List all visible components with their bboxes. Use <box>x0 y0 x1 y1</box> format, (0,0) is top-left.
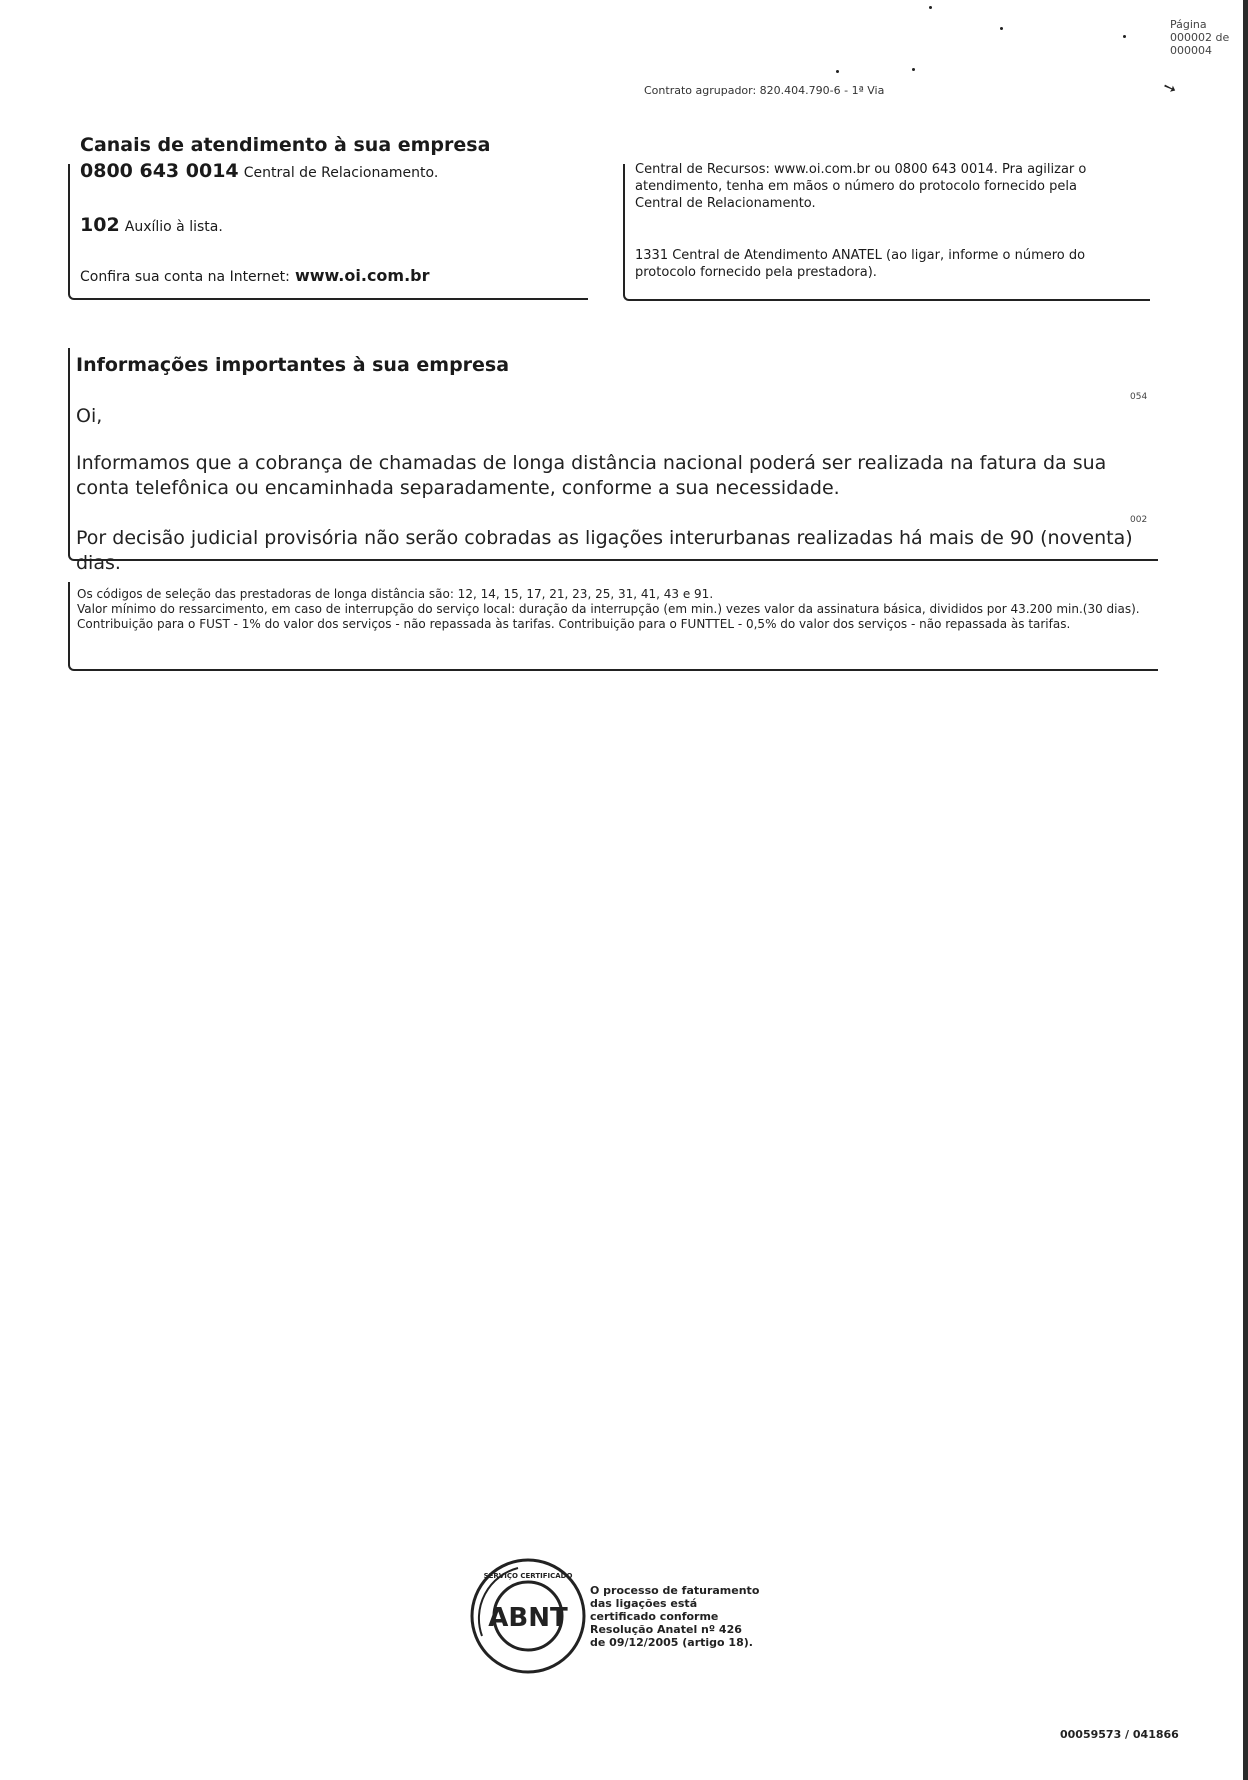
resources-text: Central de Recursos: www.oi.com.br ou 0800 643 0014. Pra agilizar o atendimento, tenha em mãos o número do protocolo fornecido pela Central de Relacionamento. <box>635 162 1087 211</box>
list-desc: Auxílio à lista. <box>124 219 223 235</box>
list-number: 102 <box>80 214 120 236</box>
list-line <box>80 214 223 236</box>
scan-mark <box>929 6 932 9</box>
page-current: 000002 de <box>1170 31 1230 44</box>
page-total: 000004 <box>1170 44 1212 57</box>
channels-title: Canais de atendimento à sua empresa <box>80 134 491 156</box>
info-code-1: 054 <box>1130 392 1148 402</box>
scan-arrow-mark: ➘ <box>1160 76 1180 99</box>
abnt-seal <box>468 1556 588 1676</box>
scan-mark <box>1000 27 1003 30</box>
abnt-seal-icon <box>468 1556 588 1676</box>
phone-line <box>80 160 438 182</box>
notes <box>77 587 1152 632</box>
document-id: 00059573 / 041866 <box>1060 1728 1179 1741</box>
page-indicator <box>1170 18 1248 57</box>
note-line-2: Valor mínimo do ressarcimento, em caso de interrupção do serviço local: duração da interrupção (em min.) vezes valor da assinatura básica, divididos por 43.200 min.(30 dias). <box>77 602 1140 616</box>
internet-link[interactable]: www.oi.com.br <box>294 266 430 285</box>
info-title: Informações importantes à sua empresa <box>76 354 510 376</box>
info-paragraph-2: Por decisão judicial provisória não serão cobradas as ligações interurbanas realizadas há mais de 90 (noventa) dias. <box>76 527 1133 574</box>
note-line-1: Os códigos de seleção das prestadoras de longa distância são: 12, 14, 15, 17, 21, 23, 25, 31, 41, 43 e 91. <box>77 587 714 601</box>
internet-line <box>80 266 430 285</box>
anatel-text: 1331 Central de Atendimento ANATEL (ao ligar, informe o número do protocolo fornecido pela prestadora). <box>635 248 1086 280</box>
seal-ring-text: SERVIÇO CERTIFICADO <box>483 1572 573 1580</box>
info-greeting: Oi, <box>76 405 103 427</box>
info-paragraph-1: Informamos que a cobrança de chamadas de longa distância nacional poderá ser realizada na fatura da sua conta telefônica ou encaminhada separadamente, conforme a sua necessidade. <box>76 452 1107 499</box>
page-label: Página <box>1170 18 1207 31</box>
phone-number: 0800 643 0014 <box>80 160 239 182</box>
phone-desc: Central de Relacionamento. <box>243 165 439 181</box>
info-code-2: 002 <box>1130 515 1148 525</box>
note-line-3: Contribuição para o FUST - 1% do valor dos serviços - não repassada às tarifas. Contribuição para o FUNTTEL - 0,5% do valor dos serviços - não repassada às tarifas. <box>77 617 1071 631</box>
seal-abbrev: ABNT <box>488 1603 568 1633</box>
scan-edge <box>1243 0 1248 1780</box>
contract-number: Contrato agrupador: 820.404.790-6 - 1ª Via <box>644 84 885 97</box>
scan-mark <box>1123 35 1126 38</box>
scan-mark <box>836 70 839 73</box>
scan-mark <box>912 68 915 71</box>
certification-text: O processo de faturamento das ligações está certificado conforme Resolução Anatel nº 426 de 09/12/2005 (artigo 18). <box>590 1584 760 1649</box>
internet-prefix: Confira sua conta na Internet: <box>80 269 290 285</box>
